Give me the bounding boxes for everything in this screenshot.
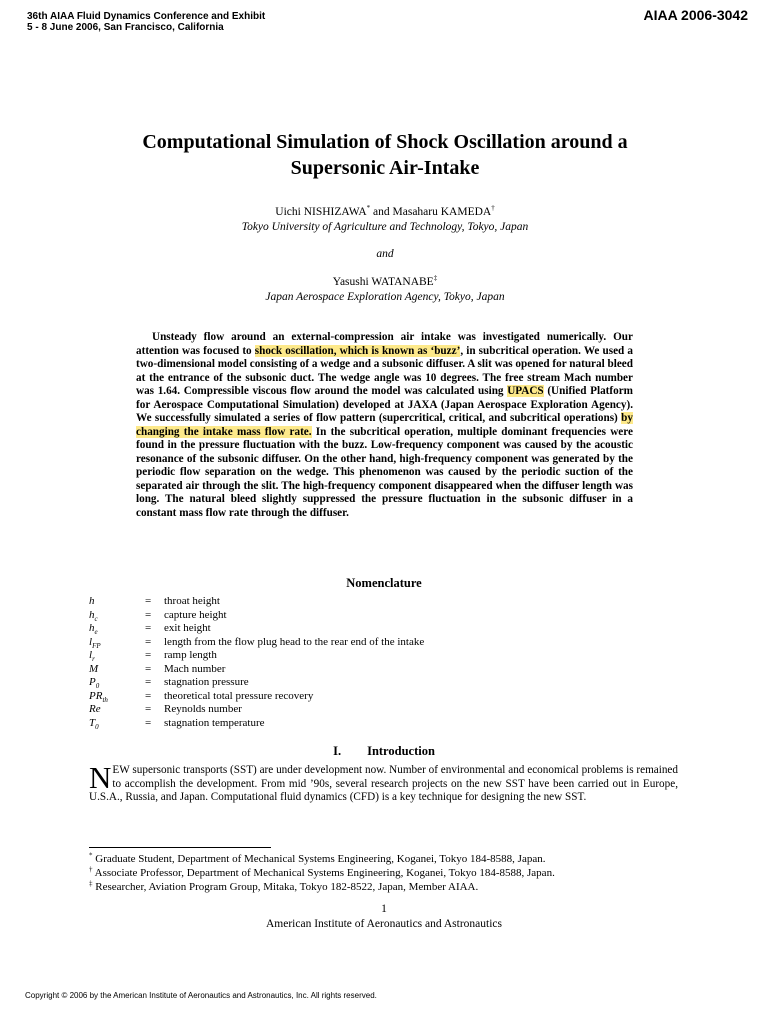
author-name: Uichi NISHIZAWA xyxy=(275,206,367,218)
highlight: shock oscillation, which is known as ‘buzz’ xyxy=(254,344,461,357)
and-separator: and xyxy=(376,248,394,260)
section-title: Introduction xyxy=(367,744,435,758)
nomenclature-list xyxy=(89,595,424,730)
publisher: American Institute of Aeronautics and Astronautics xyxy=(265,918,502,930)
footnote: ‡ Researcher, Aviation Program Group, Mitaka, Tokyo 182-8522, Japan, Member AIAA. xyxy=(89,879,479,893)
page-number: 1 xyxy=(381,903,387,915)
title-line-1: Computational Simulation of Shock Oscillation around a xyxy=(142,131,628,153)
nomenclature-item: $l_{FP}$ = length from the flow plug head to the rear end of the intake xyxy=(89,635,425,650)
footnote-divider xyxy=(89,847,271,848)
nomenclature-item: h = throat height xyxy=(89,595,220,607)
affiliation: Japan Aerospace Exploration Agency, Tokyo, Japan xyxy=(265,291,505,303)
nomenclature-item: Re = Reynolds number xyxy=(89,703,242,715)
footnote: † Associate Professor, Department of Mechanical Systems Engineering, Koganei, Tokyo 184-8588, Japan. xyxy=(89,865,555,879)
footnote-mark: * xyxy=(366,204,371,213)
copyright-notice: Copyright © 2006 by the American Institute of Aeronautics and Astronautics, Inc. All rights reserved. xyxy=(25,991,377,1000)
conference-date: 5 - 8 June 2006, San Francisco, California xyxy=(27,22,224,33)
nomenclature-item: $PR_{th}$ = theoretical total pressure recovery xyxy=(89,689,314,704)
section-number: I. xyxy=(333,744,342,758)
nomenclature-item: $h_e$ = exit height xyxy=(89,622,211,637)
nomenclature-item: $l_r$ = ramp length xyxy=(89,649,217,664)
section-heading-introduction xyxy=(0,744,768,759)
affiliation: Tokyo University of Agriculture and Technology, Tokyo, Japan xyxy=(241,221,529,233)
footnote: * Graduate Student, Department of Mechanical Systems Engineering, Koganei, Tokyo 184-8588, Japan. xyxy=(89,851,546,865)
author-block-2 xyxy=(80,275,690,305)
drop-cap: N xyxy=(89,760,112,795)
title-line-2: Supersonic Air-Intake xyxy=(290,157,480,179)
nomenclature-heading: Nomenclature xyxy=(346,576,422,590)
highlight: by changing the intake mass flow rate. xyxy=(136,412,633,438)
nomenclature-item: $h_c$ = capture height xyxy=(89,608,227,623)
nomenclature-item: $T_0$ = stagnation temperature xyxy=(89,716,265,731)
introduction-text: EW supersonic transports (SST) are under development now. Number of environmental and economical problems is remained to accomplish the development. From mid ’90s, several research projects on the new SST have been carried out in Europe, U.S.A., Russia, and Japan. Computational fluid dynamics (CFD) is a key technique for designing the new SST. xyxy=(89,764,678,803)
footnote-mark: † xyxy=(491,204,495,213)
conference-name: 36th AIAA Fluid Dynamics Conference and Exhibit xyxy=(27,11,266,22)
paper-title xyxy=(60,129,710,181)
introduction-paragraph xyxy=(89,760,678,805)
footnote-mark: ‡ xyxy=(433,274,438,283)
conference-header xyxy=(27,11,265,33)
author-block-1 xyxy=(80,205,690,235)
abstract: Unsteady flow around an external-compression air intake was investigated numerically. Our attention was focused to shock oscillation, which is known as ‘buzz’, in subcritical operation. We used a two-dimensional model consisting of a wedge and a subsonic diffuser. A slit was opened for natural bleed at the entrance of the subsonic duct. The wedge angle was 10 degrees. The free stream Mach number was 1.64. Compressible viscous flow around the model was calculated using UPACS (Unified Platform for Aerospace Computational Simulation) developed at JAXA (Japan Aerospace Exploration Agency). We successfully simulated a series of flow pattern (supercritical, critical, and subcritical operations) by changing the intake mass flow rate. In the subcritical operation, multiple dominant frequencies were found in the pressure fluctuation with the buzz. Low-frequency component was caused by the acoustic resonance of the subsonic diffuser. On the other hand, high-frequency component was generated by the periodic flow separation on the wedge. This phenomenon was caused by the periodic suction of the separated air through the slit. The high-frequency component disappeared when the diffuser length was long. The natural bleed slightly suppressed the pressure fluctuation in the subsonic diffuser in a constant mass flow rate through the diffuser. xyxy=(136,331,634,519)
footnotes xyxy=(89,852,555,894)
nomenclature-item: M = Mach number xyxy=(89,662,226,675)
highlight: UPACS xyxy=(507,385,544,397)
paper-id: AIAA 2006-3042 xyxy=(643,7,748,23)
author-name: Yasushi WATANABE xyxy=(332,276,434,288)
nomenclature-item: $P_0$ = stagnation pressure xyxy=(89,676,249,691)
author-name: and Masaharu KAMEDA xyxy=(373,206,492,218)
